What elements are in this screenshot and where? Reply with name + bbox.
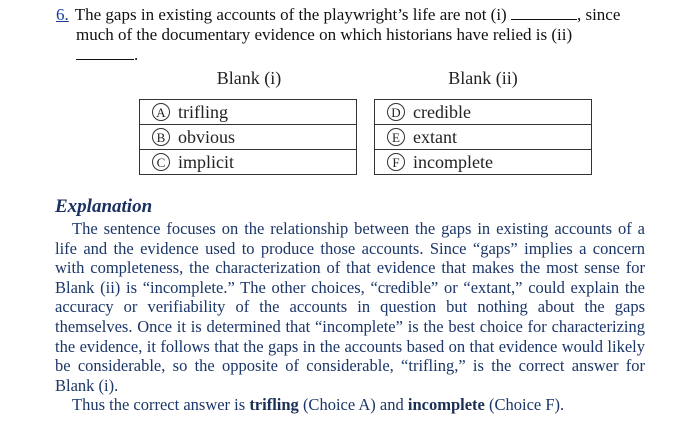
blank-ii-header: Blank (ii): [448, 68, 518, 88]
choice-b-text: obvious: [178, 126, 236, 147]
choice-a[interactable]: [140, 100, 356, 125]
explanation-title: Explanation: [55, 196, 153, 217]
question-text-part3: much of the documentary evidence on which historians have relied is (ii): [76, 25, 573, 44]
choice-c-text: implicit: [178, 151, 234, 172]
choice-d[interactable]: [375, 100, 591, 125]
answer-prefix: Thus the correct answer is: [72, 395, 246, 415]
choice-c-letter: C: [152, 153, 170, 171]
choice-e-text: extant: [413, 126, 457, 147]
answer-line: [55, 395, 645, 415]
choice-b-letter: B: [152, 128, 170, 146]
question-stem: [56, 5, 646, 65]
choice-b[interactable]: [140, 125, 356, 150]
blank-ii-choices: [374, 99, 592, 175]
choice-e-letter: E: [387, 128, 405, 146]
explanation-body: [55, 219, 645, 415]
choice-a-text: trifling: [178, 101, 228, 122]
answer-1: trifling: [249, 395, 299, 415]
choice-c[interactable]: [140, 150, 356, 175]
choice-d-letter: D: [387, 103, 405, 121]
blank-i-line: [511, 5, 577, 20]
question-text-part1: The gaps in existing accounts of the playwright’s life are not (i): [74, 5, 507, 24]
question-text-part2: , since: [576, 5, 621, 24]
choice-e[interactable]: [375, 125, 591, 150]
answer-1-choice: (Choice A) and: [302, 395, 404, 415]
choice-a-letter: A: [152, 103, 170, 121]
choice-f-text: incomplete: [413, 151, 493, 172]
question-number[interactable]: 6.: [56, 5, 69, 24]
answer-2-choice: (Choice F).: [488, 395, 565, 415]
choice-d-text: credible: [413, 101, 471, 122]
choice-f[interactable]: [375, 150, 591, 175]
blank-i-choices: [139, 99, 357, 175]
question-text-part4: .: [134, 45, 139, 64]
explanation-paragraph: The sentence focuses on the relationship between the gaps in existing accounts of a life and the evidence used to produce those accounts. Since “gaps” implies a concern with completeness, the characterization of that evidence that makes the most sense for Blank (ii) is “incomplete.” The other choices, “credible” or “extant,” could explain the accuracy or verifiability of the accounts in question but nothing about the gaps themselves. Once it is determined that “incomplete” is the best choice for characterizing the evidence, it follows that the gaps in the accounts based on that evidence would likely be considerable, so the opposite of considerable, “trifling,” is the correct answer for Blank (i).: [55, 219, 645, 395]
blank-i-header: Blank (i): [216, 68, 282, 88]
choice-f-letter: F: [387, 153, 405, 171]
answer-2: incomplete: [407, 395, 485, 415]
blank-ii-line: [76, 45, 134, 60]
